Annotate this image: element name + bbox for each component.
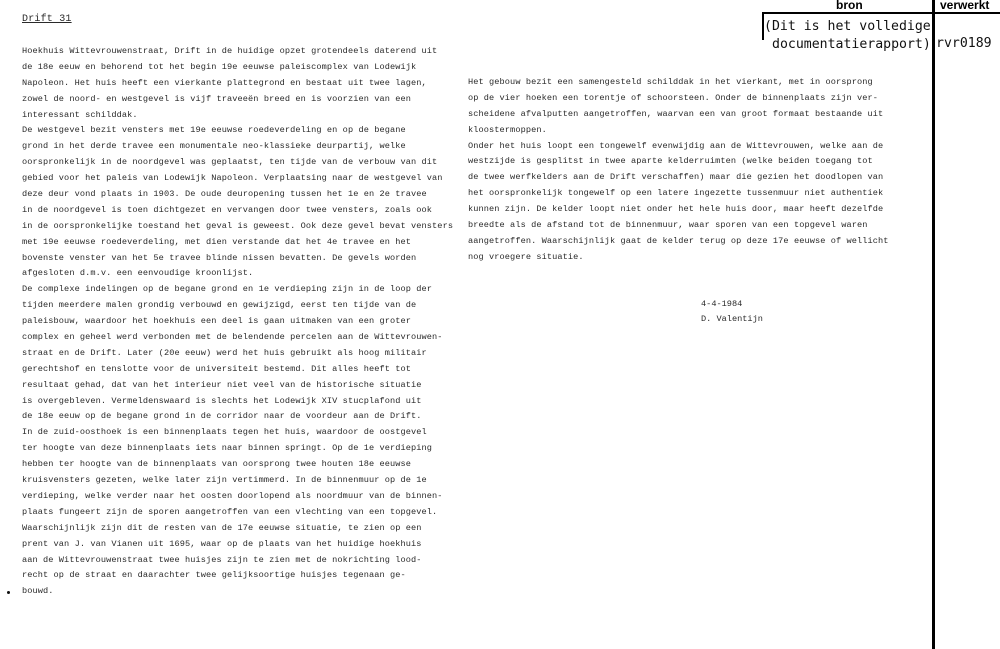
stamp-note — [764, 18, 931, 54]
text-line: grond in het derde travee een monumentale neo-klassieke deurpartij, welke — [22, 141, 406, 152]
stamp-verwerkt-label: verwerkt — [940, 0, 990, 12]
text-line: de 18e eeuw op de begane grond in de corridor naar de voordeur aan de Drift. — [22, 411, 422, 422]
text-line: het oorspronkelijk tongewelf op een latere ingezette tussenmuur niet authentiek — [468, 188, 884, 199]
text-line: De westgevel bezit vensters met 19e eeuwse roedeverdeling en op de begane — [22, 125, 406, 136]
text-line: westzijde is gesplitst in twee aparte kelderruimten (welke beiden toegang tot — [468, 156, 873, 167]
text-line: aan de Wittevrouwenstraat twee huisjes zijn te zien met de nokrichting lood- — [22, 554, 422, 565]
text-line: complex en geheel werd verbonden met de belendende percelen aan de Wittevrouwen- — [22, 332, 443, 343]
text-line: paleisbouw, waardoor het hoekhuis een deel is gaan uitmaken van een groter — [22, 316, 412, 327]
text-line: zowel de noord- en westgevel is vijf traveeën breed en is voorzien van een — [22, 93, 412, 104]
text-line: breedte als de afstand tot de binnenmuur, waar sporen van een topgevel waren — [468, 220, 868, 231]
text-line: in de oorspronkelijke toestand het geval is geweest. Ook deze gevel bevat vensters — [22, 220, 454, 231]
stamp-note-line: (Dit is het volledige — [764, 19, 931, 34]
text-line: kruisvensters gezeten, welke later zijn vertimmerd. In de binnenmuur op de 1e — [22, 475, 427, 486]
text-line: straat en de Drift. Later (20e eeuw) werd het huis gebruikt als hoog militair — [22, 347, 427, 358]
text-line: gebied voor het paleis van Lodewijk Napoleon. Verplaatsing naar de westgevel van — [22, 173, 443, 184]
text-line: interessant schilddak. — [22, 109, 138, 120]
text-line: prent van J. van Vianen uit 1695, waar op de plaats van het huidige hoekhuis — [22, 538, 422, 549]
text-line: de twee werfkelders aan de Drift verschaffen) maar die gezien het doodlopen van — [468, 172, 884, 183]
text-line: plaats fungeert zijn de sporen aangetroffen van een vlechting van een topgevel. — [22, 506, 438, 517]
text-line: bouwd. — [22, 586, 54, 597]
signoff-author: D. Valentijn — [701, 314, 763, 324]
right-text-column — [468, 75, 889, 266]
text-line: verdieping, welke verder naar het oosten doorlopend als noordmuur van de binnen- — [22, 490, 443, 501]
text-line: Hoekhuis Wittevrouwenstraat, Drift in de huidige opzet grotendeels daterend uit — [22, 46, 438, 56]
stamp-code: rvr0189 — [936, 36, 992, 51]
document-title: Drift 31 — [22, 14, 72, 25]
text-line: ter hoogte van deze binnenplaats iets naar binnen springt. Op de 1e verdieping — [22, 443, 433, 454]
text-line: De complexe indelingen op de begane grond en 1e verdieping zijn in de loop der — [22, 284, 433, 295]
text-line: gerechtshof en tenslotte voor de universiteit bestemd. Dit alles heeft tot — [22, 363, 412, 374]
stamp-divider-rule — [932, 0, 935, 649]
text-line: aangetroffen. Waarschijnlijk gaat de kelder terug op deze 17e eeuwse of wellicht — [468, 235, 889, 246]
text-line: nog vroegere situatie. — [468, 251, 584, 262]
text-line: met 19e eeuwse roedeverdeling, met dien verstande dat het 4e travee en het — [22, 236, 412, 247]
text-line: kloostermoppen. — [468, 124, 547, 135]
stamp-top-rule — [762, 12, 1000, 14]
text-line: afgesloten d.m.v. een eenvoudige kroonlijst. — [22, 268, 254, 279]
text-line: in de noordgevel is toen dichtgezet en vervangen door twee vensters, zoals ook — [22, 204, 433, 215]
text-line: is overgebleven. Vermeldenswaard is slechts het Lodewijk XIV stucplafond uit — [22, 395, 422, 406]
text-line: In de zuid-oosthoek is een binnenplaats tegen het huis, waardoor de oostgevel — [22, 427, 427, 438]
text-line: op de vier hoeken een torentje of schoorsteen. Onder de binnenplaats zijn ver- — [468, 92, 879, 103]
text-line: recht op de straat en daarachter twee gelijksoortige huisjes tegenaan ge- — [22, 570, 406, 581]
text-line: hebben ter hoogte van de binnenplaats van oorsprong twee houten 18e eeuwse — [22, 459, 412, 470]
text-line: tijden meerdere malen grondig verbouwd en gewijzigd, eerst ten tijde van de — [22, 300, 417, 311]
text-line: deze deur vond plaats in 1903. De oude deuropening tussen het 1e en 2e travee — [22, 189, 427, 200]
signoff-date: 4-4-1984 — [701, 299, 743, 309]
text-line: scheidene afvalputten aangetroffen, waarvan een van groot formaat bestaande uit — [468, 108, 884, 119]
text-line: Het gebouw bezit een samengesteld schilddak in het vierkant, met in oorsprong — [468, 77, 873, 87]
text-line: resultaat gehad, dat van het interieur niet veel van de historische situatie — [22, 379, 422, 390]
left-text-column — [22, 44, 453, 600]
text-line: de 18e eeuw en behorend tot het begin 19e eeuwse paleiscomplex van Lodewijk — [22, 61, 417, 72]
text-line: bovenste venster van het 5e travee blinde nissen bevatten. De gevels worden — [22, 252, 417, 263]
stamp-note-line: documentatierapport) — [772, 37, 931, 52]
text-line: Waarschijnlijk zijn dit de resten van de 17e eeuwse situatie, te zien op een — [22, 522, 422, 533]
text-line: Napoleon. Het huis heeft een vierkante plattegrond en bestaat uit twee lagen, — [22, 77, 427, 88]
stamp-bron-label: bron — [836, 0, 863, 12]
signoff-block — [701, 297, 763, 327]
margin-dot — [7, 591, 10, 594]
text-line: oorspronkelijk in de noordgevel was geplaatst, ten tijde van de verbouw van dit — [22, 157, 438, 168]
text-line: Onder het huis loopt een tongewelf evenwijdig aan de Wittevrouwen, welke aan de — [468, 140, 884, 151]
text-line: kunnen zijn. De kelder loopt niet onder het hele huis door, maar heeft dezelfde — [468, 204, 884, 215]
